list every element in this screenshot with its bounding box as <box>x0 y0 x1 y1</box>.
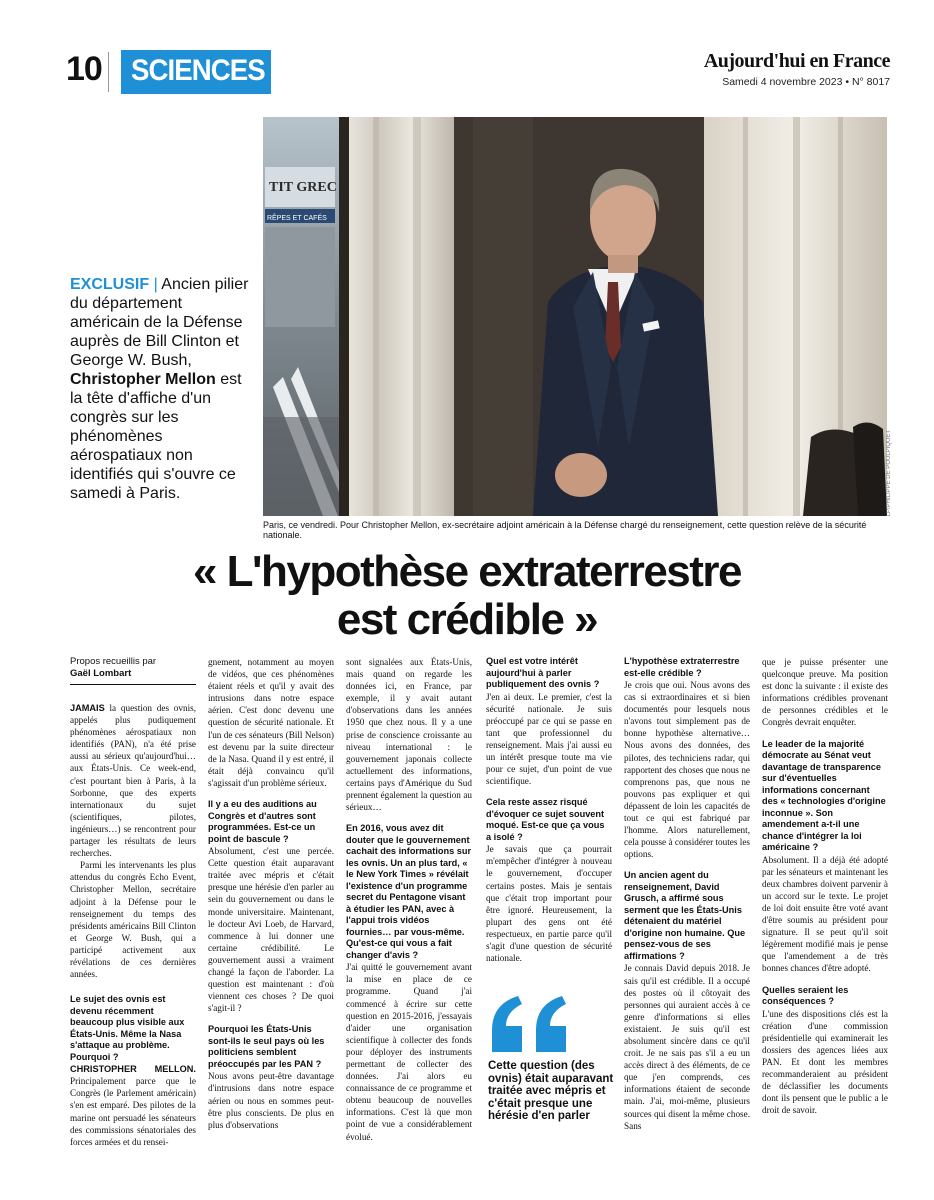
interview-question: L'hypothèse extraterrestre est-elle crédible ? <box>624 656 740 678</box>
interview-answer: Absolument, c'est une percée. Cette question était auparavant traitée avec mépris et c'était presque une hérésie d'en parler au sein du gouvernement ou dans le monde universitaire. Maintenant, le docteur Avi Loeb, de Harvard, commence à lui donner une certaine crédibilité. Le gouvernement aussi a vraiment changé la façon de l'aborder. La question est maintenant : d'où viennent ces choses ? De quoi s'agit-il ? <box>208 846 334 1014</box>
headline-line-1: « L'hypothèse extraterrestre <box>192 547 742 596</box>
article-column-6 <box>762 656 888 1116</box>
interview-answer: Principalement parce que le Congrès (le Parlement américain) s'en est emparé. Des pilotes de la marine ont persuadé les sénateurs des commissions sénatoriales des forces armées et du rensei- <box>70 1076 196 1147</box>
section-label: SCIENCES <box>131 54 265 87</box>
article-lead-word: JAMAIS <box>70 703 105 713</box>
byline <box>70 656 196 680</box>
pull-quote: Cette question (des ovnis) était auparavant traitée avec mépris et c'était presque une hérésie d'en parler <box>488 1060 614 1122</box>
interview-question: Le sujet des ovnis est devenu récemment beaucoup plus visible aux États-Unis. Même la Nasa s'attaque au problème. Pourquoi ? <box>70 994 185 1062</box>
interview-question: Quelles seraient les conséquences ? <box>762 984 849 1006</box>
page-number: 10 <box>66 50 102 88</box>
quote-mark-icon <box>488 996 576 1052</box>
interview-question: Un ancien agent du renseignement, David Grusch, a affirmé sous serment que les États-Unis détenaient du matériel d'origine non humaine. Que pensez-vous de ses affirmations ? <box>624 870 746 961</box>
interview-question: Le leader de la majorité démocrate au Sénat veut davantage de transparence sur d'éventuelles informations concernant des « technologies d'origine inconnue ». Son amendement a-t-il une chance d'intégrer la loi américaine ? <box>762 738 886 853</box>
masthead-logo: Aujourd'hui en France <box>703 50 890 72</box>
byline-author: Gaël Lombart <box>70 668 132 679</box>
article-column-3 <box>346 656 472 1143</box>
interview-answer: Absolument. Il a déjà été adopté par les sénateurs et maintenant les deux chambres doivent parvenir à un accord sur le texte. Le projet de loi doit ensuite être voté avant d'être soumis au président pour signature. Il se peut qu'il soit légèrement modifié mais je pense que l'amendement a de très bonnes chances d'être adopté. <box>762 854 888 974</box>
article-column-2 <box>208 656 334 1131</box>
article-column-1 <box>70 702 196 1148</box>
article-paragraph: Parmi les intervenants les plus attendus du congrès Echo Event, Christopher Mellon, secrétaire adjoint à la Défense pour le renseignement du temps des présidents américains Bill Clinton et George W. Bush, qui a participé activement aux révélations de ces dernières années. <box>70 860 196 980</box>
interview-answer: Je savais que ça pourrait m'empêcher d'intégrer à nouveau le gouvernement, d'occuper certains postes. Mais je sentais que c'était trop important pour être ignoré. Heureusement, la plupart des gens ont été respectueux, en partie parce qu'il s'agit d'une question de sécurité nationale. <box>486 844 612 964</box>
standfirst-name: Christopher Mellon <box>70 371 216 388</box>
interview-answer: Je crois que oui. Nous avons des cas si extraordinaires et si bien documentés pour lesquels nous n'avons tout simplement pas de bonne hypothèse alternative… Nous avons des données, des pilotes, des techniciens radar, qui rapportent des choses que nous ne comprenons pas, que nous ne pouvons pas expliquer et qui dépassent de loin les capacités de tout ce qui est fabriqué par l'homme. Alors naturellement, cela pousse à considérer toutes les options. <box>624 680 750 860</box>
article-paragraph: la question des ovnis, appelés plus pudiquement phénomènes aérospatiaux non identifiés (PAN), n'a été prise aussi au sérieux qu'aujourd'hui… aux États-Unis. Ce week-end, c'est pourtant bien à Paris, à la Sorbonne, que des experts internationaux du sujet (scientifiques, pilotes, ingénieurs…) se rencontrent pour partager les résultats de leurs recherches. <box>70 703 196 859</box>
headline <box>0 548 934 644</box>
interview-question: Il y a eu des auditions au Congrès et d'autres sont programmées. Est-ce un point de bascule ? <box>208 799 317 844</box>
article-paragraph: que je puisse présenter une quelconque preuve. Ma position est donc la suivante : il existe des informations crédibles provenant de personnes crédibles et le Congrès devrait enquêter. <box>762 657 888 728</box>
headline-line-2: est crédible » <box>336 595 598 644</box>
article-paragraph: sont signalées aux États-Unis, mais quand on regarde les données ici, en France, par exemple, il y avait autant d'observations dans les années 1950 que chez nous. Il y a une prise de conscience croissante au niveau international : le gouvernement japonais collecte actuellement des informations, certains pays d'Amérique du Sud prennent également la question au sérieux… <box>346 657 472 813</box>
standfirst-text-a: Ancien pilier du département américain de la Défense auprès de Bill Clinton et George W. Bush, <box>70 276 249 369</box>
interview-question: En 2016, vous avez dit douter que le gouvernement cachait des informations sur les ovnis. Un an plus tard, « le New York Times » révélait l'existence d'un programme secret du Pentagone visant à étudier les PAN, avec à l'appui trois vidéos fournies… par vous-même. Qu'est-ce qui vous a fait changer d'avis ? <box>346 823 472 960</box>
interview-answer: L'une des dispositions clés est la création d'une commission présidentielle qui examinerait les dossiers des agences liées aux PAN. Et dont les membres recommanderaient au président de déclassifier les documents dont ils pensent que le public a le droit de savoir. <box>762 1008 888 1116</box>
photo-caption: Paris, ce vendredi. Pour Christopher Mellon, ex-secrétaire adjoint américain à la Défense chargé du renseignement, cette question relève de la sécurité nationale. <box>263 520 867 540</box>
article-photo <box>263 117 887 516</box>
storefront-sign-text: TIT GREC <box>269 180 337 195</box>
byline-rule <box>70 684 196 685</box>
interview-question: Quel est votre intérêt aujourd'hui à parler publiquement des ovnis ? <box>486 656 600 689</box>
interview-answer: Je connais David depuis 2018. Je sais qu'il est crédible. Il a occupé des postes où il côtoyait des personnes qui auraient accès à ce genre d'informations si elles existaient. Je suis qu'il est absolument sincère dans ce qu'il croit. Je ne sais pas s'il a eu un accès direct à des éléments, de ce que j'en comprends, ces informations étaient de seconde main. J'ai, moi-même, plusieurs sources qui disent la même chose. Sans <box>624 963 750 1131</box>
article-paragraph: gnement, notamment au moyen de vidéos, que ces phénomènes étaient réels et qu'il y avait des intrusions dans notre espace aérien. C'est donc devenu une question de sécurité nationale. Et l'un de ces sénateurs (Bill Nelson) est devenu par la suite directeur de la Nasa. Quand il y est entré, il était déjà convaincu qu'il s'agissait d'un problème sérieux. <box>208 657 334 788</box>
byline-label: Propos recueillis par <box>70 656 157 667</box>
standfirst-kicker: EXCLUSIF <box>70 276 150 293</box>
interview-question: Cela reste assez risqué d'évoquer ce sujet souvent moqué. Est-ce que ça vous a isolé ? <box>486 797 605 842</box>
photo-credit: LP/PHILIPPE DE POULPIQUET <box>886 430 892 517</box>
interview-answer: J'en ai deux. Le premier, c'est la sécurité nationale. Je suis préoccupé par ce qui se passe en tant que professionnel du renseignement. Mais j'ai aussi eu un intérêt presque toute ma vie pour ce sujet, d'un point de vue scientifique. <box>486 691 612 787</box>
article-column-5 <box>624 656 750 1132</box>
article-column-4 <box>486 656 612 964</box>
header-divider <box>108 52 109 92</box>
storefront-sign-subtext: RÊPES ET CAFÉS <box>267 215 327 222</box>
interviewee-name: CHRISTOPHER MELLON. <box>70 1064 196 1075</box>
interview-answer: Nous avons peut-être davantage d'intrusions dans notre espace aérien ou nous en sommes peut-être plus conscients. De plus en plus d'observations <box>208 1071 334 1130</box>
issue-date: Samedi 4 novembre 2023 • N° 8017 <box>722 76 890 88</box>
standfirst-text-b: est la tête d'affiche d'un congrès sur les phénomènes aérospatiaux non identifiés qui s'ouvre ce samedi à Paris. <box>70 371 242 502</box>
interview-question: Pourquoi les États-Unis sont-ils le seul pays où les politiciens semblent préoccupés par les PAN ? <box>208 1024 325 1069</box>
interview-answer: J'ai quitté le gouvernement avant la mise en place de ce programme. Quand j'ai commencé à écrire sur cette question en 2015-2016, j'essayais d'aider une organisation scientifique à collecter des fonds pour déployer des instruments permettant de collecter des données. J'ai alors eu connaissance de ce programme et obtenu beaucoup de nouvelles informations. C'est là que mon point de vue a considérablement évolué. <box>346 962 472 1142</box>
standfirst: EXCLUSIF | Ancien pilier du département américain de la Défense auprès de Bill Clinton et George W. Bush, Christopher Mellon est la tête d'affiche d'un congrès sur les phénomènes aérospatiaux non identifiés qui s'ouvre ce samedi à Paris. <box>70 276 249 502</box>
